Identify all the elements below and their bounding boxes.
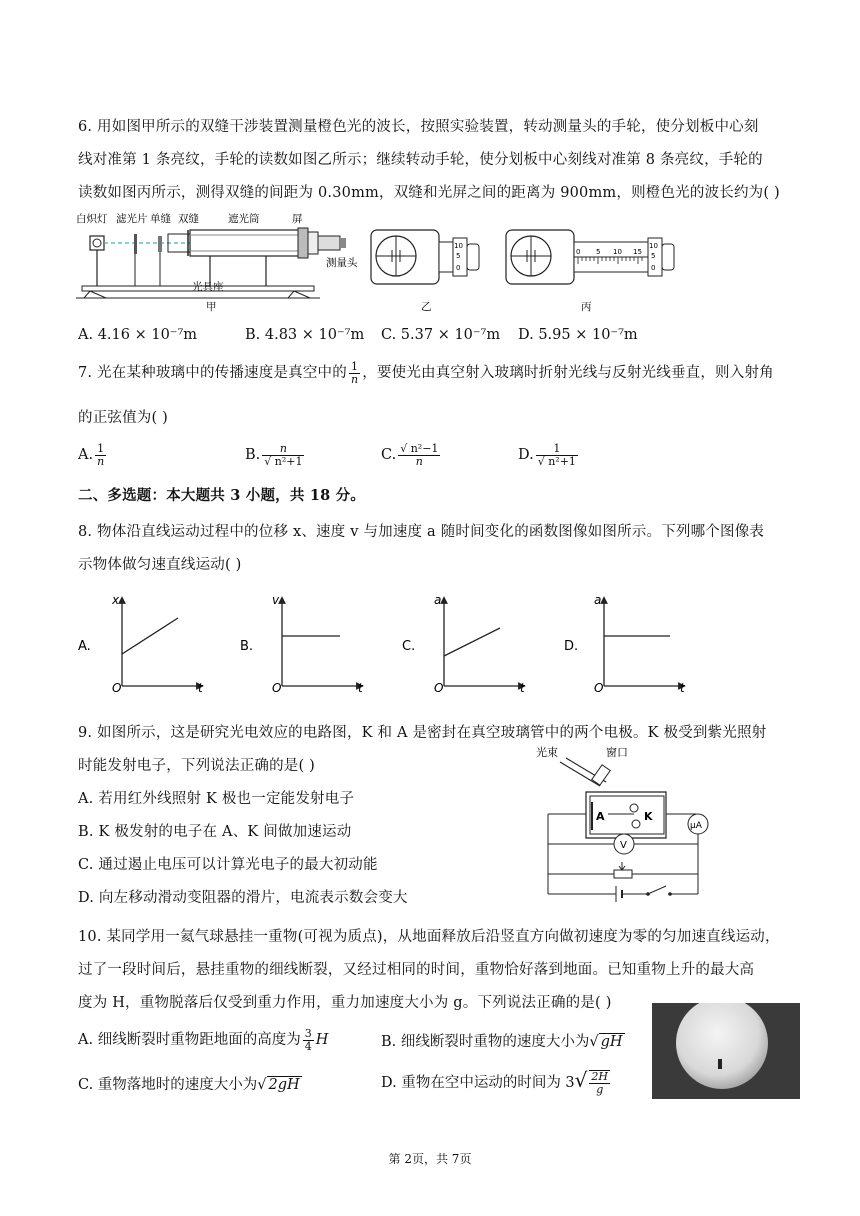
graph-b-yaxis: v xyxy=(272,593,280,607)
q6-line1: 6. 用如图甲所示的双缝干涉装置测量橙色光的波长，按照实验装置，转动测量头的手轮，使分划板中心刻 xyxy=(78,119,759,135)
label-window: 窗口 xyxy=(606,746,628,759)
label-bing: 丙 xyxy=(581,301,592,313)
q7-line1-b: ，要使光由真空射入玻璃时折射光线与反射光线垂直，则入射角 xyxy=(362,365,774,382)
graph-a-line xyxy=(122,618,178,654)
graph-a-origin: O xyxy=(112,681,122,694)
graph-c-origin: O xyxy=(434,681,444,694)
q10-option-d: D. 重物在空中运动的时间为 3√ $\frac{2H}{g}$ xyxy=(381,1068,609,1096)
voltmeter-label: V xyxy=(620,840,627,851)
label-jia: 甲 xyxy=(206,301,217,313)
graph-d-label: D. xyxy=(564,639,579,654)
q6-option-d: D. 5.95 × 10⁻⁷m xyxy=(518,327,638,343)
bing-drum-0: 0 xyxy=(651,264,656,272)
q9-option-a: A. 若用红外线照射 K 极也一定能发射电子 xyxy=(78,791,355,807)
graph-d-xaxis: t xyxy=(680,681,685,694)
graph-b-label: B. xyxy=(240,639,254,654)
q9-line1: 9. 如图所示，这是研究光电效应的电路图，K 和 A 是密封在真空玻璃管中的两个电极。K 极受到紫光照射 xyxy=(78,725,767,741)
bing-scale-5: 5 xyxy=(596,248,601,256)
q7-line1-a: 7. 光在某种玻璃中的传播速度是真空中的 xyxy=(78,365,347,382)
section-heading: 二、多选题：本大题共 3 小题，共 18 分。 xyxy=(78,487,366,504)
label-beam: 光束 xyxy=(536,746,558,759)
q10-option-c: C. 重物落地时的速度大小为√ 2gH xyxy=(78,1077,300,1093)
label-measure-head: 测量头 xyxy=(326,257,358,269)
q10-option-a: A. 细线断裂时重物距地面的高度为 $\frac{3}{4}$ H xyxy=(78,1027,329,1053)
q10-option-b: B. 细线断裂时重物的速度大小为√ gH xyxy=(381,1034,623,1050)
graph-a-label: A. xyxy=(78,639,91,654)
bing-drum-10: 10 xyxy=(649,242,658,250)
payload-shape xyxy=(718,1059,722,1069)
q6-option-b: B. 4.83 × 10⁻⁷m xyxy=(245,327,365,343)
label-tube: 遮光筒 xyxy=(228,213,260,225)
yi-scale-10: 10 xyxy=(454,242,463,250)
q6-line2: 线对准第 1 条亮纹，手轮的读数如图乙所示；继续转动手轮，使分划板中心刻线对准第 8 条亮纹，手轮的 xyxy=(78,152,763,168)
bing-scale-10: 10 xyxy=(613,248,622,256)
q9-option-c: C. 通过遏止电压可以计算光电子的最大初动能 xyxy=(78,857,378,873)
q6-option-a: A. 4.16 × 10⁻⁷m xyxy=(78,327,198,343)
q7-line1 xyxy=(78,361,774,385)
label-bench: 光具座 xyxy=(192,281,224,293)
label-screen: 屏 xyxy=(292,213,303,225)
graph-c-line xyxy=(444,628,500,656)
graph-d-origin: O xyxy=(594,681,604,694)
graph-b-origin: O xyxy=(272,681,282,694)
q7-line2: 的正弦值为( ) xyxy=(78,410,169,426)
label-lamp: 白炽灯 xyxy=(76,213,108,225)
yi-scale-5: 5 xyxy=(456,252,461,260)
yi-scale-0: 0 xyxy=(456,264,461,272)
balloon-photo xyxy=(652,1003,800,1099)
q7-option-a: A. $\frac{1}{n}$ xyxy=(78,442,105,468)
q7-option-b: B. $\frac{n}{\text{√ n²+1}}$ xyxy=(245,442,303,468)
bing-scale-15: 15 xyxy=(633,248,642,256)
bing-scale-0: 0 xyxy=(576,248,581,256)
graph-b-xaxis: t xyxy=(358,681,363,694)
q9-option-b: B. K 极发射的电子在 A、K 间做加速运动 xyxy=(78,824,352,840)
q8-line1: 8. 物体沿直线运动过程中的位移 x、速度 v 与加速度 a 随时间变化的函数图像如图所示。下列哪个图像表 xyxy=(78,524,765,540)
electrode-a: A xyxy=(596,810,605,823)
label-double-slit: 双缝 xyxy=(178,213,199,225)
q9-line2: 时能发射电子，下列说法正确的是( ) xyxy=(78,758,316,774)
label-yi: 乙 xyxy=(421,301,432,313)
q6-line3: 读数如图丙所示，测得双缝的间距为 0.30mm，双缝和光屏之间的距离为 900mm，则橙色光的波长约为( ) xyxy=(78,185,780,201)
q10-line3: 度为 H，重物脱落后仅受到重力作用，重力加速度大小为 g。下列说法正确的是( ) xyxy=(78,995,612,1011)
electrode-k: K xyxy=(644,810,653,823)
page-footer: 第 2页，共 7页 xyxy=(388,1152,472,1166)
graph-c-xaxis: t xyxy=(520,681,525,694)
label-single-slit: 单缝 xyxy=(150,213,171,225)
graph-a-yaxis: x xyxy=(112,593,120,607)
q9-option-d: D. 向左移动滑动变阻器的滑片，电流表示数会变大 xyxy=(78,890,408,906)
graph-d-yaxis: a xyxy=(594,593,602,607)
q6-figure xyxy=(76,208,686,320)
bing-drum-5: 5 xyxy=(651,252,656,260)
graph-a-xaxis: t xyxy=(198,681,203,694)
q7-fraction: $\frac{1}{n}$ xyxy=(350,360,359,386)
ammeter-label: μA xyxy=(690,821,702,831)
q9-circuit xyxy=(530,744,720,912)
q10-line1: 10. 某同学用一氦气球悬挂一重物(可视为质点)，从地面释放后沿竖直方向做初速度为零的匀加速直线运动， xyxy=(78,929,780,945)
q10-line2: 过了一段时间后，悬挂重物的细线断裂，又经过相同的时间，重物恰好落到地面。已知重物上升的最大高 xyxy=(78,962,755,978)
balloon-shape xyxy=(676,1003,768,1089)
q6-option-c: C. 5.37 × 10⁻⁷m xyxy=(381,327,501,343)
q8-line2: 示物体做匀速直线运动( ) xyxy=(78,557,242,573)
q8-graphs xyxy=(76,588,716,694)
label-filter: 滤光片 xyxy=(116,213,148,225)
q7-option-c: C. $\frac{\text{√ n²−1}}{n}$ xyxy=(381,442,439,468)
q7-option-d: D. $\frac{1}{\text{√ n²+1}}$ xyxy=(518,442,576,468)
graph-c-label: C. xyxy=(402,639,416,654)
graph-c-yaxis: a xyxy=(434,593,442,607)
